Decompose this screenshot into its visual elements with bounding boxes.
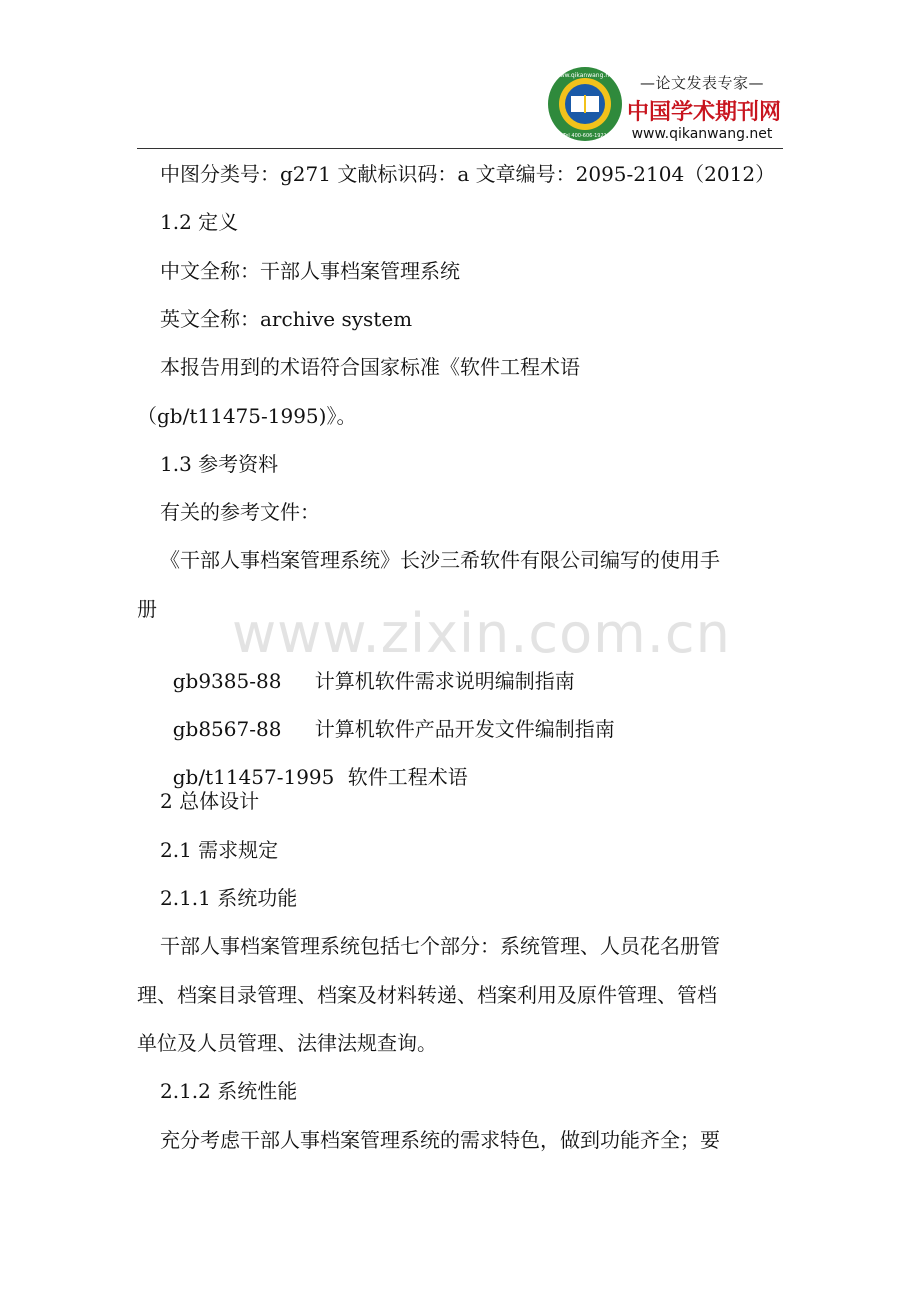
english-name-line: 英文全称：archive system — [160, 307, 413, 331]
section-heading-2: 2 总体设计 — [160, 789, 260, 813]
function-paragraph-line-2: 理、档案目录管理、档案及材料转递、档案利用及原件管理、管档 — [137, 983, 717, 1007]
reference-item — [160, 693, 615, 741]
reference-code: gb/t11457-1995 — [172, 765, 335, 789]
journal-logo — [545, 62, 780, 150]
section-heading-1-3: 1.3 参考资料 — [160, 452, 279, 476]
classification-line: 中图分类号：g271 文献标识码：a 文章编号：2095-2104（2012） — [160, 162, 776, 186]
performance-paragraph-line-1: 充分考虑干部人事档案管理系统的需求特色，做到功能齐全；要 — [160, 1128, 720, 1152]
standard-paragraph-line-1: 本报告用到的术语符合国家标准《软件工程术语 — [160, 355, 580, 379]
standard-paragraph-line-2: （gb/t11475-1995)》。 — [137, 404, 357, 428]
logo-name: 中国学术期刊网 — [627, 100, 782, 125]
reference-title: 计算机软件产品开发文件编制指南 — [314, 717, 615, 741]
reference-title: 计算机软件需求说明编制指南 — [314, 669, 575, 693]
chinese-name-line: 中文全称：干部人事档案管理系统 — [160, 259, 460, 283]
watermark: www.zixin.com.cn — [232, 602, 731, 665]
logo-ring-phone: Tel 400-606-1921 — [563, 133, 607, 139]
logo-ring-url: www.qikanwang.net — [554, 72, 616, 79]
reference-code: gb8567-88 — [172, 717, 282, 741]
reference-title: 软件工程术语 — [347, 765, 468, 789]
manual-line-1: 《干部人事档案管理系统》长沙三希软件有限公司编写的使用手 — [160, 548, 720, 572]
manual-line-2: 册 — [137, 597, 157, 621]
section-heading-1-2: 1.2 定义 — [160, 210, 239, 234]
function-paragraph-line-1: 干部人事档案管理系统包括七个部分：系统管理、人员花名册管 — [160, 934, 720, 958]
logo-slogan: —论文发表专家— — [639, 74, 764, 92]
reference-item — [160, 741, 468, 789]
reference-intro: 有关的参考文件： — [160, 500, 320, 524]
section-heading-2-1: 2.1 需求规定 — [160, 838, 279, 862]
function-paragraph-line-3: 单位及人员管理、法律法规查询。 — [137, 1031, 437, 1055]
reference-code: gb9385-88 — [172, 669, 282, 693]
reference-item — [160, 645, 575, 693]
logo-emblem-icon — [547, 66, 623, 142]
logo-url: www.qikanwang.net — [631, 126, 773, 142]
header-rule — [137, 148, 783, 149]
section-heading-2-1-1: 2.1.1 系统功能 — [160, 886, 298, 910]
section-heading-2-1-2: 2.1.2 系统性能 — [160, 1079, 298, 1103]
